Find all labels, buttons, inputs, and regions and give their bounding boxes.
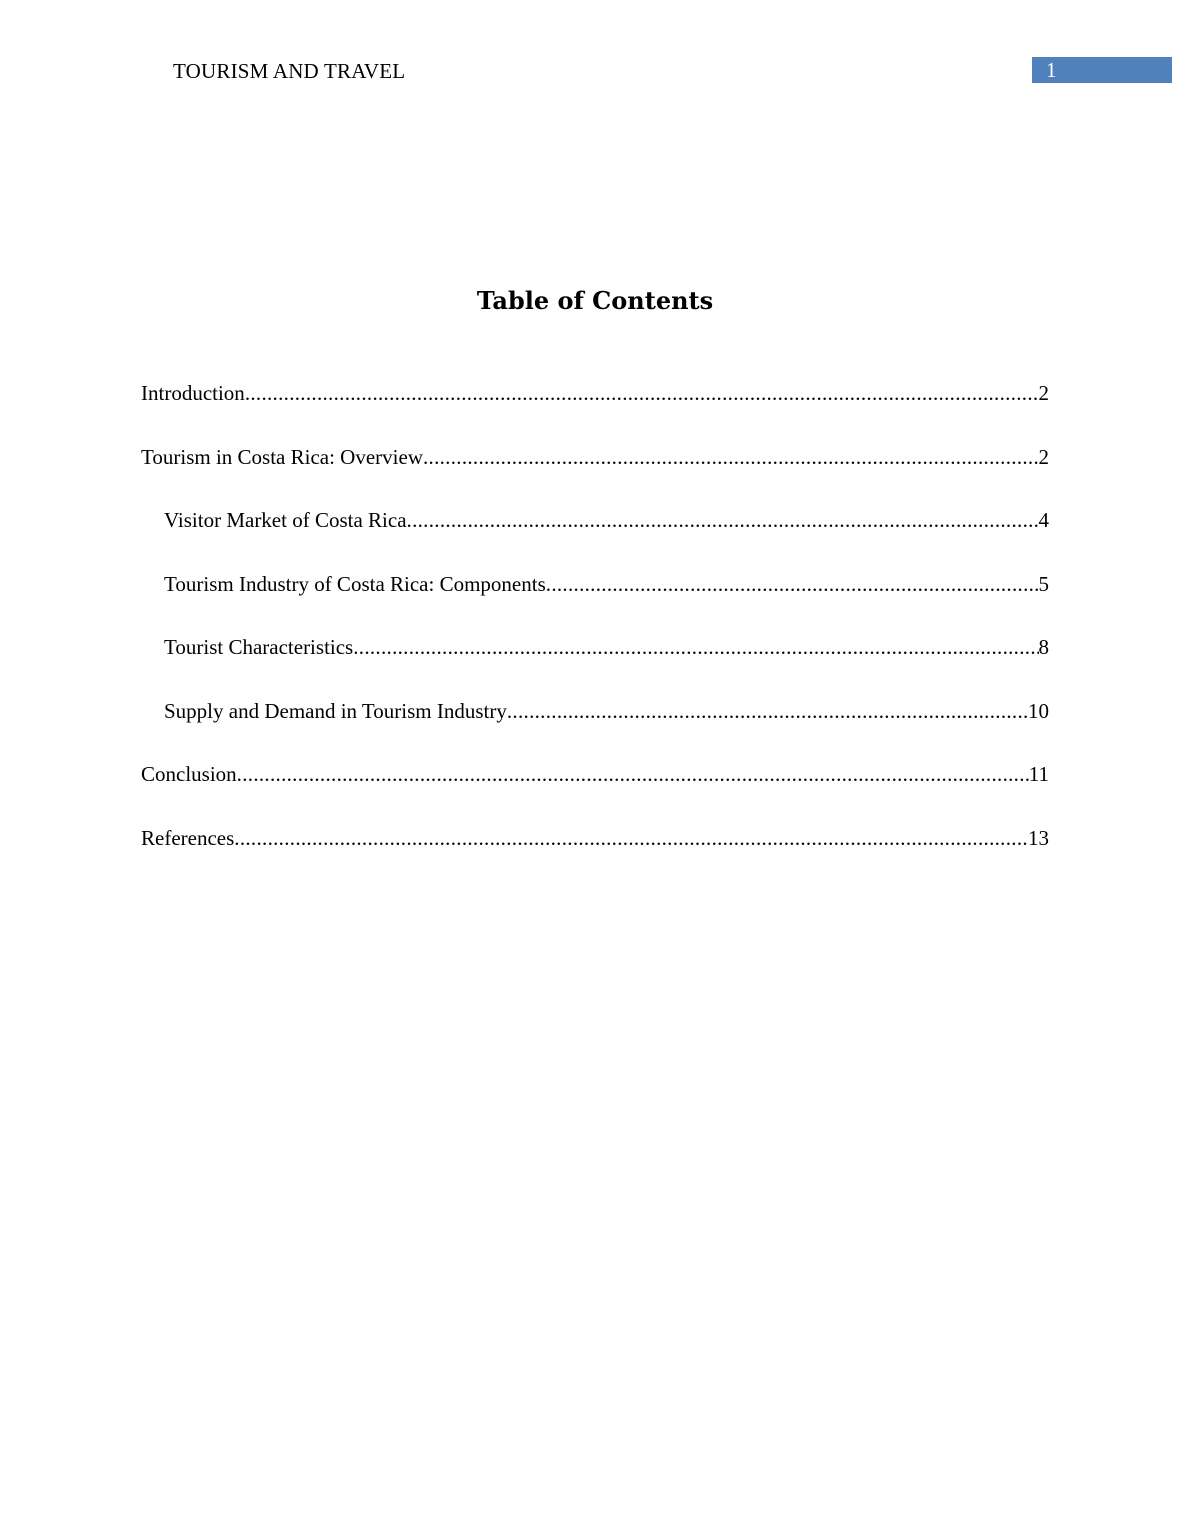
toc-entry-page: 4 xyxy=(1038,508,1049,532)
toc-entry-page: 2 xyxy=(1038,444,1049,469)
toc-entry-page: 2 xyxy=(1038,381,1049,405)
toc-dot-leader xyxy=(507,694,1028,728)
toc-dot-leader xyxy=(353,630,1038,664)
toc-entry-page: 11 xyxy=(1028,762,1049,786)
toc-entry-references[interactable] xyxy=(141,821,1049,885)
toc-entry-page: 10 xyxy=(1028,698,1049,723)
toc-entry-text: Supply and Demand in Tourism Industry xyxy=(164,698,507,723)
toc-entry-page: 8 xyxy=(1038,635,1049,659)
toc-entry-text: Tourism in Costa Rica: Overview xyxy=(141,444,423,469)
toc-entry-page: 13 xyxy=(1028,825,1049,850)
toc-entry-visitor-market[interactable] xyxy=(141,503,1049,567)
toc-dot-leader xyxy=(234,821,1028,855)
toc-dot-leader xyxy=(407,503,1039,537)
toc-entry-page: 5 xyxy=(1038,571,1049,596)
toc-entry-tourist-characteristics[interactable] xyxy=(141,630,1049,694)
toc-entry-text: Tourism Industry of Costa Rica: Components xyxy=(164,571,546,596)
toc-dot-leader xyxy=(245,376,1039,410)
page-number: 1 xyxy=(1046,58,1057,82)
toc-entry-text: Conclusion xyxy=(141,762,237,786)
toc-entry-conclusion[interactable] xyxy=(141,757,1049,821)
toc-dot-leader xyxy=(237,757,1029,791)
toc-entry-overview[interactable] xyxy=(141,440,1049,504)
toc-entry-industry-components[interactable] xyxy=(141,567,1049,631)
toc-entry-introduction[interactable] xyxy=(141,376,1049,440)
toc-entry-supply-demand[interactable] xyxy=(141,694,1049,758)
page-number-badge xyxy=(1032,57,1172,83)
toc-list xyxy=(141,376,1049,884)
toc-entry-text: References xyxy=(141,825,235,850)
toc-title: Table of Contents xyxy=(476,286,714,316)
toc-entry-text: Tourist Characteristics xyxy=(164,635,354,659)
toc-dot-leader xyxy=(423,440,1039,474)
toc-entry-text: Introduction xyxy=(141,381,245,405)
running-head: TOURISM AND TRAVEL xyxy=(173,59,406,83)
toc-entry-text: Visitor Market of Costa Rica xyxy=(164,508,407,532)
toc-dot-leader xyxy=(546,567,1039,601)
